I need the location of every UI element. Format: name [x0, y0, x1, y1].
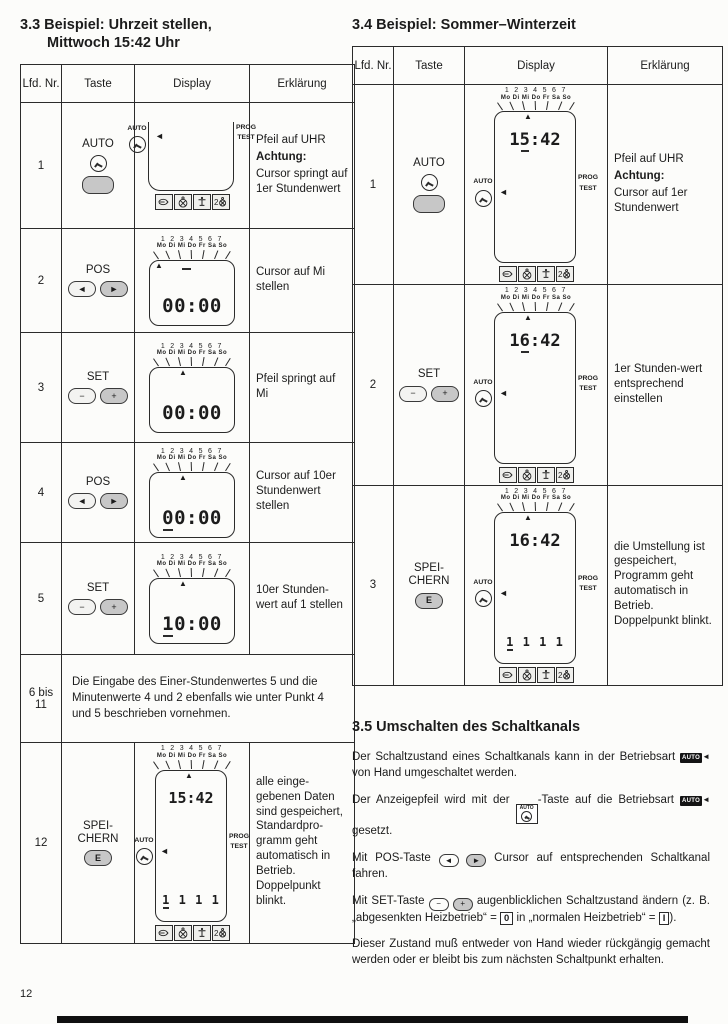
- section-3-3-title: 3.3 Beispiel: Uhrzeit stellen, Mittwoch 15:42 Uhr: [20, 17, 212, 52]
- clock-icon: [475, 390, 492, 407]
- taste-pos: POS ◄ ►: [65, 476, 131, 509]
- lcd-icon-strip: [155, 194, 230, 210]
- cursor-arrow-icon: ◄: [499, 387, 508, 398]
- lcd-display: [138, 343, 246, 433]
- cursor-arrow-icon: ◄: [499, 187, 508, 198]
- set-minus-button: −: [399, 386, 427, 402]
- svg-text:2: 2: [558, 470, 563, 480]
- cursor-dash: [182, 268, 191, 270]
- cursor-arrow-icon: ◄: [155, 130, 164, 141]
- table-row: [353, 85, 723, 285]
- section-3-5-title: 3.5 Umschalten des Schaltkanals: [352, 718, 581, 735]
- row-number: 1: [353, 85, 394, 285]
- svg-text:2: 2: [214, 928, 219, 938]
- burner-icon: [499, 667, 517, 683]
- paragraph: Der Anzeigepfeil wird mit der AUTO -Taste auf die Betriebsart AUTO ◄ gesetzt.: [352, 793, 711, 837]
- pump-icon: [174, 194, 192, 210]
- day-marker-icon: ▲: [524, 112, 532, 122]
- clock-icon: [136, 848, 153, 865]
- row-number: 3: [21, 333, 62, 443]
- lcd-prog-label: PROG: [235, 123, 256, 131]
- page-number: 12: [20, 988, 33, 1000]
- taste-set: SET − +: [397, 368, 461, 401]
- table-row: [353, 485, 723, 685]
- paragraph: Dieser Zustand muß entweder von Hand wieder rückgängig gemacht werden oder er bleibt bis zum nächsten Schaltpunkt erhalten.: [352, 938, 710, 967]
- lcd-channel-states: 1 1 1 1: [506, 634, 564, 649]
- lcd-display: [138, 448, 246, 538]
- lcd-prog-label: PROG: [577, 574, 598, 582]
- table-row: [21, 229, 355, 333]
- lcd-channel-states: 1 1 1 1: [162, 892, 220, 907]
- lcd-time: 15:42: [509, 130, 561, 151]
- table-sommer-winterzeit: [352, 46, 723, 686]
- lcd-frame: [148, 122, 234, 191]
- table-row: [21, 655, 355, 743]
- header-display: Display: [465, 47, 608, 85]
- row-number: 5: [21, 543, 62, 655]
- svg-text:2: 2: [558, 670, 563, 680]
- section-3-5: [352, 718, 710, 969]
- clock-icon: [475, 190, 492, 207]
- explanation: Cursor auf Mi stellen: [250, 229, 355, 333]
- lcd-day-scale: 1 2 3 4 5 6 7 Mo Di Mi Do Fr Sa So: [154, 554, 230, 578]
- lcd-frame: [494, 512, 576, 664]
- row-number: 2: [21, 229, 62, 333]
- lcd-display: [127, 122, 256, 210]
- note-cell: Die Eingabe des Einer-Stundenwertes 5 und die Minutenwerte 4 und 2 ebenfalls wie unter Punkt 4 und 5 beschrieben vornehmen.: [62, 655, 355, 743]
- explanation: 10er Stunden-wert auf 1 stellen: [250, 543, 355, 655]
- lcd-display: [135, 745, 249, 940]
- explanation: Pfeil auf UHR Achtung: Cursor auf 1er Stundenwert: [608, 85, 723, 285]
- mode-arrow-icon: ◄: [702, 794, 711, 804]
- lcd-frame: [149, 578, 235, 644]
- pump-icon: [518, 467, 536, 483]
- taste-set: SET − +: [65, 371, 131, 404]
- taste-speichern: SPEI-CHERN E: [65, 820, 131, 866]
- row-number: 1: [21, 103, 62, 229]
- valve-icon: [193, 925, 211, 941]
- lcd-auto-label: AUTO: [134, 836, 154, 844]
- lcd-time: 00:00: [162, 294, 222, 317]
- state-one-icon: I: [659, 912, 670, 926]
- lcd-icon-strip: [499, 266, 574, 282]
- mode-arrow-icon: ◄: [702, 752, 711, 762]
- pos-right-button: ►: [100, 493, 128, 509]
- state-zero-icon: 0: [500, 912, 513, 926]
- lcd-day-scale: 1 2 3 4 5 6 7 Mo Di Mi Do Fr Sa So: [498, 488, 574, 512]
- lcd-test-label: TEST: [237, 133, 255, 141]
- lcd-auto-label: AUTO: [127, 124, 147, 132]
- table-row: [21, 333, 355, 443]
- lcd-display: [465, 488, 607, 683]
- lcd-display: [465, 287, 607, 482]
- lcd-test-label: TEST: [579, 184, 597, 192]
- pump2-icon: [212, 925, 230, 941]
- lcd-prog-label: PROG: [577, 174, 598, 182]
- explanation: die Umstellung ist gespeichert, Programm geht automatisch in Betrieb. Doppelpunkt blinkt.: [608, 485, 723, 685]
- day-marker-icon: ▲: [179, 367, 187, 377]
- row-number: 3: [353, 485, 394, 685]
- header-taste: Taste: [394, 47, 465, 85]
- header-lfd-nr: Lfd. Nr.: [353, 47, 394, 85]
- lcd-frame: [149, 367, 235, 433]
- pump-icon: [518, 266, 536, 282]
- lcd-time: 15:42: [168, 788, 214, 807]
- pos-left-button: ◄: [68, 493, 96, 509]
- burner-icon: [155, 925, 173, 941]
- section-3-4: [352, 16, 710, 980]
- lcd-icon-strip: [499, 667, 574, 683]
- pos-right-button: ►: [466, 854, 486, 867]
- lcd-prog-label: PROG: [577, 374, 598, 382]
- clock-icon: [475, 590, 492, 607]
- header-erklaerung: Erklärung: [608, 47, 723, 85]
- clock-icon: [521, 811, 532, 822]
- cursor-arrow-icon: ◄: [160, 845, 169, 856]
- lcd-time: 16:42: [509, 330, 561, 351]
- lcd-time: 00:00: [162, 506, 222, 529]
- valve-icon: [537, 667, 555, 683]
- valve-icon: [193, 194, 211, 210]
- paragraph: Der Schaltzustand eines Schaltkanals kann in der Betriebsart AUTO ◄ von Hand umgeschaltet werden.: [352, 751, 711, 779]
- lcd-day-scale: 1 2 3 4 5 6 7 Mo Di Mi Do Fr Sa So: [154, 745, 230, 769]
- clock-icon: [129, 136, 146, 153]
- explanation: 1er Stunden-wert entsprechend einstellen: [608, 285, 723, 485]
- taste-speichern: SPEI-CHERN E: [397, 562, 461, 608]
- pos-right-button: ►: [100, 281, 128, 297]
- table-row: [21, 543, 355, 655]
- svg-text:2: 2: [558, 270, 563, 280]
- auto-mode-icon: AUTO: [680, 796, 702, 806]
- auto-mode-icon: AUTO: [680, 753, 702, 763]
- section-3-4-title: 3.4 Beispiel: Sommer–Winterzeit: [352, 17, 576, 33]
- header-taste: Taste: [62, 65, 135, 103]
- set-plus-button: +: [453, 898, 473, 911]
- auto-key-button: [82, 176, 114, 194]
- burner-icon: [499, 266, 517, 282]
- table-header-row: [353, 47, 723, 85]
- day-marker-icon: ▲: [185, 770, 193, 780]
- taste-pos: POS ◄ ►: [65, 264, 131, 297]
- header-lfd-nr: Lfd. Nr.: [21, 65, 62, 103]
- day-marker-icon: ▲: [179, 472, 187, 482]
- lcd-icon-strip: [499, 467, 574, 483]
- set-plus-button: +: [431, 386, 459, 402]
- lcd-day-scale: 1 2 3 4 5 6 7 Mo Di Mi Do Fr Sa So: [154, 448, 230, 472]
- set-minus-button: −: [68, 599, 96, 615]
- lcd-frame: [149, 472, 235, 538]
- table-header-row: [21, 65, 355, 103]
- lcd-time: 16:42: [509, 530, 561, 551]
- auto-key-button: [413, 195, 445, 213]
- e-key-button: E: [84, 850, 112, 866]
- table-uhrzeit-stellen: [20, 64, 355, 943]
- row-number: 4: [21, 443, 62, 543]
- burner-icon: [499, 467, 517, 483]
- row-number: 2: [353, 285, 394, 485]
- table-row: [21, 443, 355, 543]
- day-marker-icon: ▲: [179, 578, 187, 588]
- svg-text:2: 2: [214, 197, 219, 207]
- lcd-auto-label: AUTO: [473, 178, 493, 186]
- clock-icon: [421, 174, 438, 191]
- lcd-time: 10:00: [162, 612, 222, 635]
- set-minus-button: −: [68, 388, 96, 404]
- lcd-icon-strip: [155, 925, 230, 941]
- table-row: [21, 743, 355, 943]
- clock-icon: [90, 155, 107, 172]
- lcd-time: 00:00: [162, 401, 222, 424]
- cursor-arrow-icon: ◄: [499, 587, 508, 598]
- explanation: alle einge-gebenen Daten sind gespeichert, Standardpro-gramm geht automatisch in Betrieb. Doppelpunkt blinkt.: [250, 743, 355, 943]
- set-minus-button: −: [429, 898, 449, 911]
- explanation: Pfeil springt auf Mi: [250, 333, 355, 443]
- set-plus-button: +: [100, 599, 128, 615]
- pump-icon: [174, 925, 192, 941]
- taste-set: SET − +: [65, 582, 131, 615]
- page-bottom-bar: [57, 1016, 688, 1023]
- header-erklaerung: Erklärung: [250, 65, 355, 103]
- explanation: Pfeil auf UHR Achtung: Cursor springt auf 1er Stundenwert: [250, 103, 355, 229]
- lcd-day-scale: 1 2 3 4 5 6 7 Mo Di Mi Do Fr Sa So: [498, 287, 574, 311]
- pump2-icon: [556, 667, 574, 683]
- valve-icon: [537, 266, 555, 282]
- day-marker-icon: ▲: [524, 312, 532, 322]
- lcd-frame: [494, 111, 576, 263]
- pos-left-button: ◄: [68, 281, 96, 297]
- lcd-display: [465, 87, 607, 282]
- lcd-day-scale: 1 2 3 4 5 6 7 Mo Di Mi Do Fr Sa So: [154, 343, 230, 367]
- explanation: Cursor auf 10er Stundenwert stellen: [250, 443, 355, 543]
- pos-left-button: ◄: [439, 854, 459, 867]
- lcd-auto-label: AUTO: [473, 378, 493, 386]
- taste-auto: AUTO: [65, 138, 131, 194]
- lcd-prog-label: PROG: [228, 832, 249, 840]
- lcd-test-label: TEST: [579, 384, 597, 392]
- taste-auto: AUTO: [397, 157, 461, 213]
- table-row: [353, 285, 723, 485]
- pump2-icon: [556, 467, 574, 483]
- day-marker-icon: ▲: [155, 260, 163, 270]
- burner-icon: [155, 194, 173, 210]
- lcd-auto-label: AUTO: [473, 578, 493, 586]
- lcd-test-label: TEST: [579, 585, 597, 593]
- lcd-display: [138, 236, 246, 326]
- section-3-3: [20, 16, 348, 944]
- lcd-frame: [155, 770, 227, 922]
- pump-icon: [518, 667, 536, 683]
- paragraph: Mit SET-Taste − + augenblicklichen Schaltzustand ändern (z. B. „abgesenkten Heizbetrieb“ = 0 in „normalen Heizbetrieb“ = I ).: [352, 895, 710, 924]
- row-number: 12: [21, 743, 62, 943]
- lcd-frame: [149, 260, 235, 326]
- lcd-day-scale: 1 2 3 4 5 6 7 Mo Di Mi Do Fr Sa So: [498, 87, 574, 111]
- lcd-frame: [494, 312, 576, 464]
- paragraph: Mit POS-Taste ◄ ► Cursor auf entsprechenden Schaltkanal fahren.: [352, 851, 711, 881]
- set-plus-button: +: [100, 388, 128, 404]
- auto-clock-key-icon: AUTO: [516, 804, 538, 824]
- header-display: Display: [135, 65, 250, 103]
- lcd-display: [138, 554, 246, 644]
- valve-icon: [537, 467, 555, 483]
- pump2-icon: [556, 266, 574, 282]
- table-row: [21, 103, 355, 229]
- row-number: 6 bis 11: [21, 655, 62, 743]
- day-marker-icon: ▲: [524, 512, 532, 522]
- lcd-test-label: TEST: [230, 842, 248, 850]
- e-key-button: E: [415, 593, 443, 609]
- lcd-day-scale: 1 2 3 4 5 6 7 Mo Di Mi Do Fr Sa So: [154, 236, 230, 260]
- pump2-icon: [212, 194, 230, 210]
